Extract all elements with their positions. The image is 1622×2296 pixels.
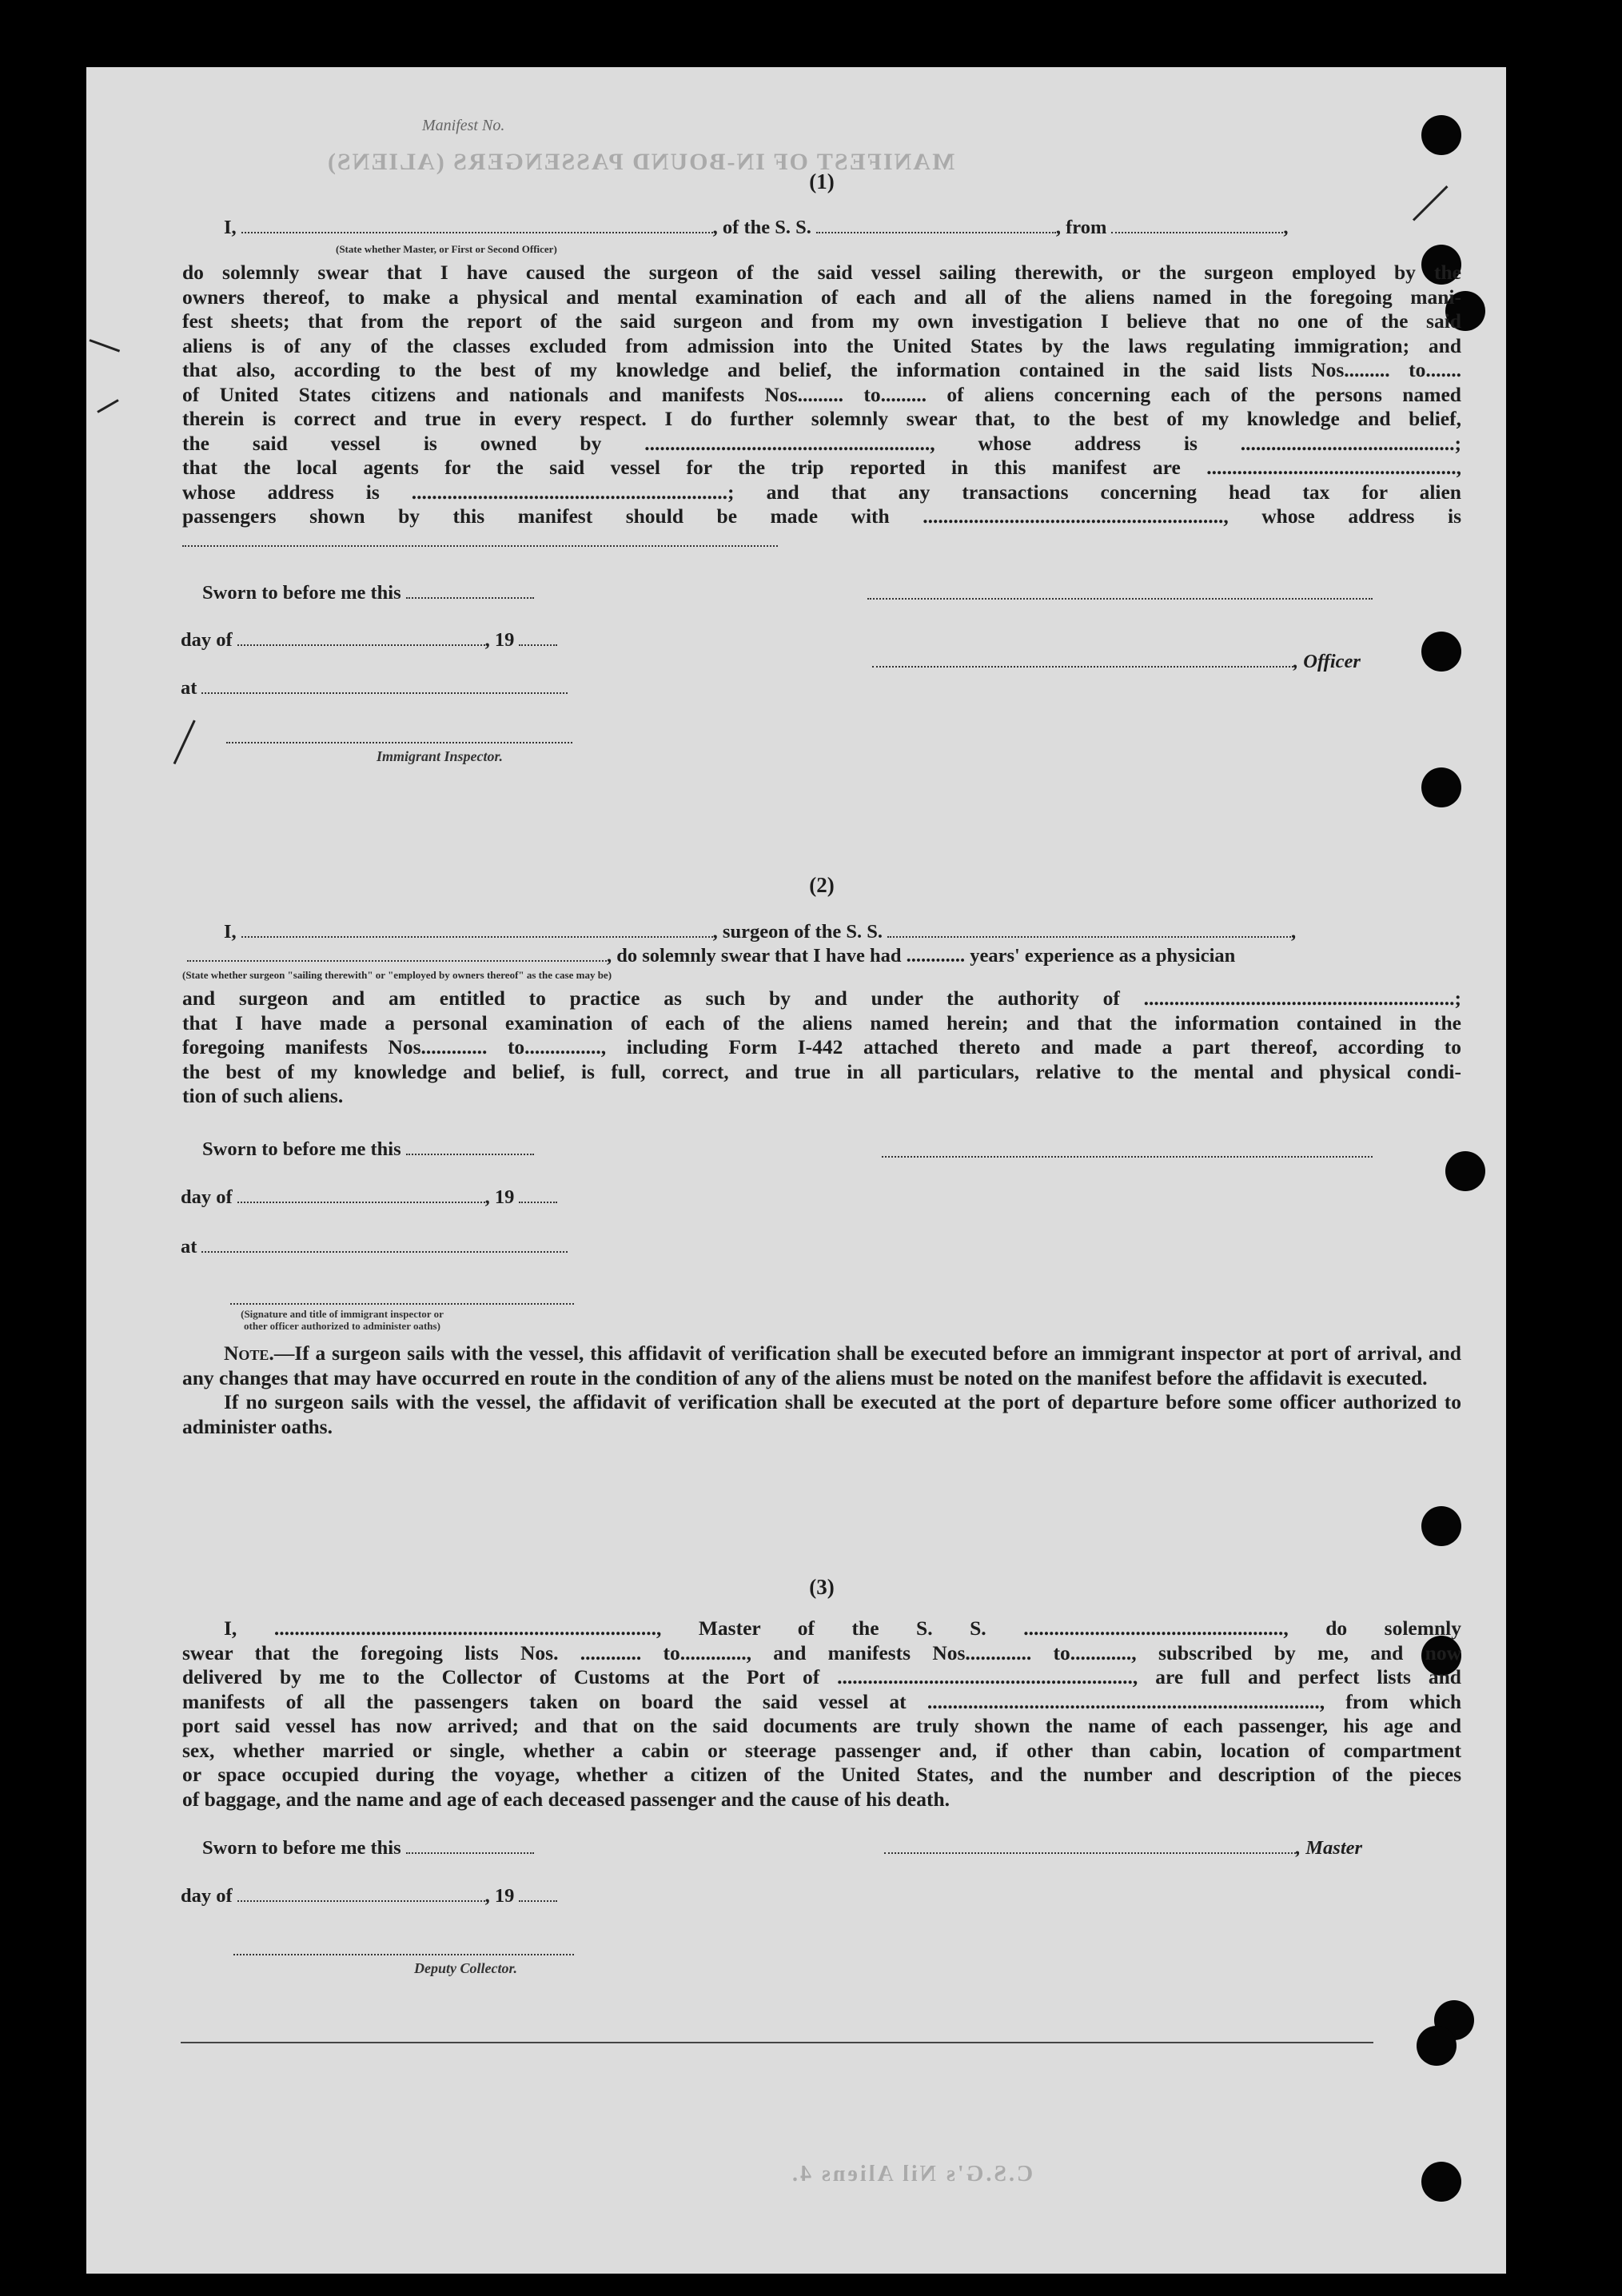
section2-sworn-line	[202, 1138, 534, 1161]
note-text-2: If no surgeon sails with the vessel, the affidavit of verification shall be executed at the port of departure before some officer authorized to administer oaths.	[182, 1390, 1461, 1438]
year-label: , 19	[484, 1186, 515, 1208]
section2-declarant-line: I, , surgeon of the S. S. ,	[224, 921, 1297, 943]
faded-sheet-no: Manifest No.	[422, 117, 505, 134]
sworn-label: Sworn to before me this	[202, 582, 401, 604]
body-line: that also, according to the best of my knowledge and belief, the information contained in the said lists Nos......... to.......	[182, 358, 1461, 381]
body-line: manifests of all the passengers taken on board the said vessel at ............................................................................., from which	[182, 1689, 1461, 1713]
at-label: at	[181, 677, 197, 699]
body-line: delivered by me to the Collector of Customs at the Port of .........................................................., are full and perfect lists and	[182, 1665, 1461, 1688]
section2-experience-line	[182, 945, 1235, 967]
body-line: passengers shown by this manifest should be made with ..........................................................., whose address is	[182, 504, 1461, 528]
body-line: foregoing manifests Nos............. to..............., including Form I-442 attached thereto and made a part thereof, according to	[182, 1035, 1461, 1058]
body-line: owners thereof, to make a physical and mental examination of each and all of the aliens named in the foregoing mani-	[182, 285, 1461, 309]
body-line: sex, whether married or single, whether a cabin or steerage passenger and, if other than cabin, location of compartment	[182, 1738, 1461, 1762]
at-label: at	[181, 1236, 197, 1258]
body-line: that the local agents for the said vessel for the trip reported in this manifest are .................................................,	[182, 456, 1461, 479]
faded-title: MANIFEST OF IN-BOUND PASSENGERS (ALIENS)	[326, 149, 955, 175]
body-line: the best of my knowledge and belief, is full, correct, and true in all particulars, relative to the mental and physical condi-	[182, 1059, 1461, 1083]
manifest-page	[86, 67, 1506, 2274]
body-line: whose address is ..............................................................; and that any transactions concerning head tax for alien	[182, 480, 1461, 504]
punch-hole	[1421, 632, 1461, 672]
body-line: of United States citizens and nationals and manifests Nos......... to......... of aliens concerning each of the persons named	[182, 382, 1461, 406]
inspector-signature-blank	[226, 742, 572, 743]
surgeon-caption: (State whether surgeon "sailing therewith" or "employed by owners thereof" as the case may be)	[182, 969, 612, 981]
pen-mark	[173, 719, 196, 764]
section3-master-line	[879, 1837, 1362, 1860]
punch-hole	[1445, 1151, 1485, 1191]
section3-sworn-line	[202, 1837, 534, 1860]
officer-signature-blank	[867, 598, 1373, 600]
section3-body	[182, 1616, 1461, 1812]
section2-day-line	[181, 1186, 557, 1209]
punch-hole	[1417, 2026, 1457, 2066]
section1-officer-line	[867, 651, 1361, 673]
body-line: or space occupied during the voyage, whether a citizen of the United States, and the number and description of the pieces	[182, 1763, 1461, 1786]
year-label: , 19	[484, 1885, 515, 1907]
punch-hole	[1421, 767, 1461, 807]
declarant-label: I,	[224, 217, 237, 238]
sworn-label: Sworn to before me this	[202, 1138, 401, 1160]
punch-hole	[1421, 1506, 1461, 1546]
day-label: day of	[181, 1186, 233, 1208]
day-label: day of	[181, 1885, 233, 1907]
body-line: that I have made a personal examination of each of the aliens named herein; and that the information contained in the	[182, 1010, 1461, 1034]
section1-sworn-line	[202, 582, 534, 604]
section2-body	[182, 987, 1461, 1109]
section1-at-line	[181, 677, 568, 700]
body-line: of baggage, and the name and age of each deceased passenger and the cause of his death.	[182, 1787, 950, 1811]
bottom-rule	[181, 2042, 1373, 2043]
signature-caption: (Signature and title of immigrant inspector or other officer authorized to administer oaths)	[241, 1308, 444, 1332]
faded-footer: C.S.G's Nil Aliens 4.	[790, 2162, 1034, 2186]
section-number: (1)	[809, 169, 835, 193]
officer-label: , Officer	[1293, 651, 1361, 672]
master-label: , Master	[1296, 1837, 1363, 1859]
section-number: (2)	[809, 873, 835, 897]
section2-note	[182, 1341, 1461, 1439]
declarant-label: I,	[224, 921, 237, 943]
deputy-caption: Deputy Collector.	[414, 1960, 517, 1976]
section1-declarant-line: I, , of the S. S. , from ,	[224, 217, 1289, 238]
body-line: aliens is of any of the classes excluded from admission into the United States by the laws regulating immigration; and	[182, 333, 1461, 357]
body-line: I, ..........................................................................., Master of the S. S. ..................................................., do solemnly	[224, 1616, 1461, 1640]
address-blank	[182, 545, 778, 547]
surgeon-signature-blank	[882, 1156, 1373, 1158]
pen-mark	[97, 399, 118, 413]
officer-caption: (State whether Master, or First or Second Officer)	[336, 243, 557, 255]
punch-hole	[1421, 2162, 1461, 2202]
collector-signature-blank	[233, 1954, 574, 1955]
punch-hole	[1421, 115, 1461, 155]
inspector-signature-blank	[230, 1303, 574, 1305]
body-line: tion of such aliens.	[182, 1084, 344, 1107]
pen-mark	[89, 339, 120, 352]
body-line: do solemnly swear that I have caused the surgeon of the said vessel sailing therewith, or the surgeon employed by the	[182, 261, 1461, 284]
section1-day-line	[181, 629, 557, 652]
section-3	[182, 1575, 1461, 1600]
section2-at-line	[181, 1236, 568, 1258]
experience-label: , do solemnly swear that I have had ............ years' experience as a physician	[607, 945, 1236, 967]
section-1	[182, 169, 1461, 194]
year-label: , 19	[484, 629, 515, 651]
vessel-label: , of the S. S.	[712, 217, 811, 238]
body-line: the said vessel is owned by ........................................................, whose address is ..........................................;	[182, 431, 1461, 455]
body-line: port said vessel has now arrived; and that on the said documents are truly shown the name of each passenger, his age and	[182, 1714, 1461, 1737]
section3-day-line	[181, 1885, 557, 1907]
port-label: , from	[1055, 217, 1107, 238]
day-label: day of	[181, 629, 233, 651]
body-line: and surgeon and am entitled to practice as such by and under the authority of .............................................................;	[182, 987, 1461, 1010]
note-label: Note.	[224, 1341, 274, 1365]
sworn-label: Sworn to before me this	[202, 1837, 401, 1859]
note-text: —If a surgeon sails with the vessel, this affidavit of verification shall be executed before an immigrant inspector at port of arrival, and any changes that may have occurred en route in the condition of any of the aliens must be noted on the manifest before the affidavit is executed.	[182, 1341, 1461, 1389]
body-line: therein is correct and true in every respect. I do further solemnly swear that, to the best of my knowledge and belief,	[182, 407, 1461, 430]
vessel-label: , surgeon of the S. S.	[712, 921, 883, 943]
body-line: swear that the foregoing lists Nos. ............ to............., and manifests Nos............. to............, subscribed by me, and now	[182, 1640, 1461, 1664]
inspector-caption: Immigrant Inspector.	[377, 748, 504, 764]
section-2	[182, 873, 1461, 898]
section-number: (3)	[809, 1575, 835, 1599]
section1-body	[182, 261, 1461, 529]
body-line: fest sheets; that from the report of the said surgeon and from my own investigation I believe that no one of the said	[182, 309, 1461, 333]
